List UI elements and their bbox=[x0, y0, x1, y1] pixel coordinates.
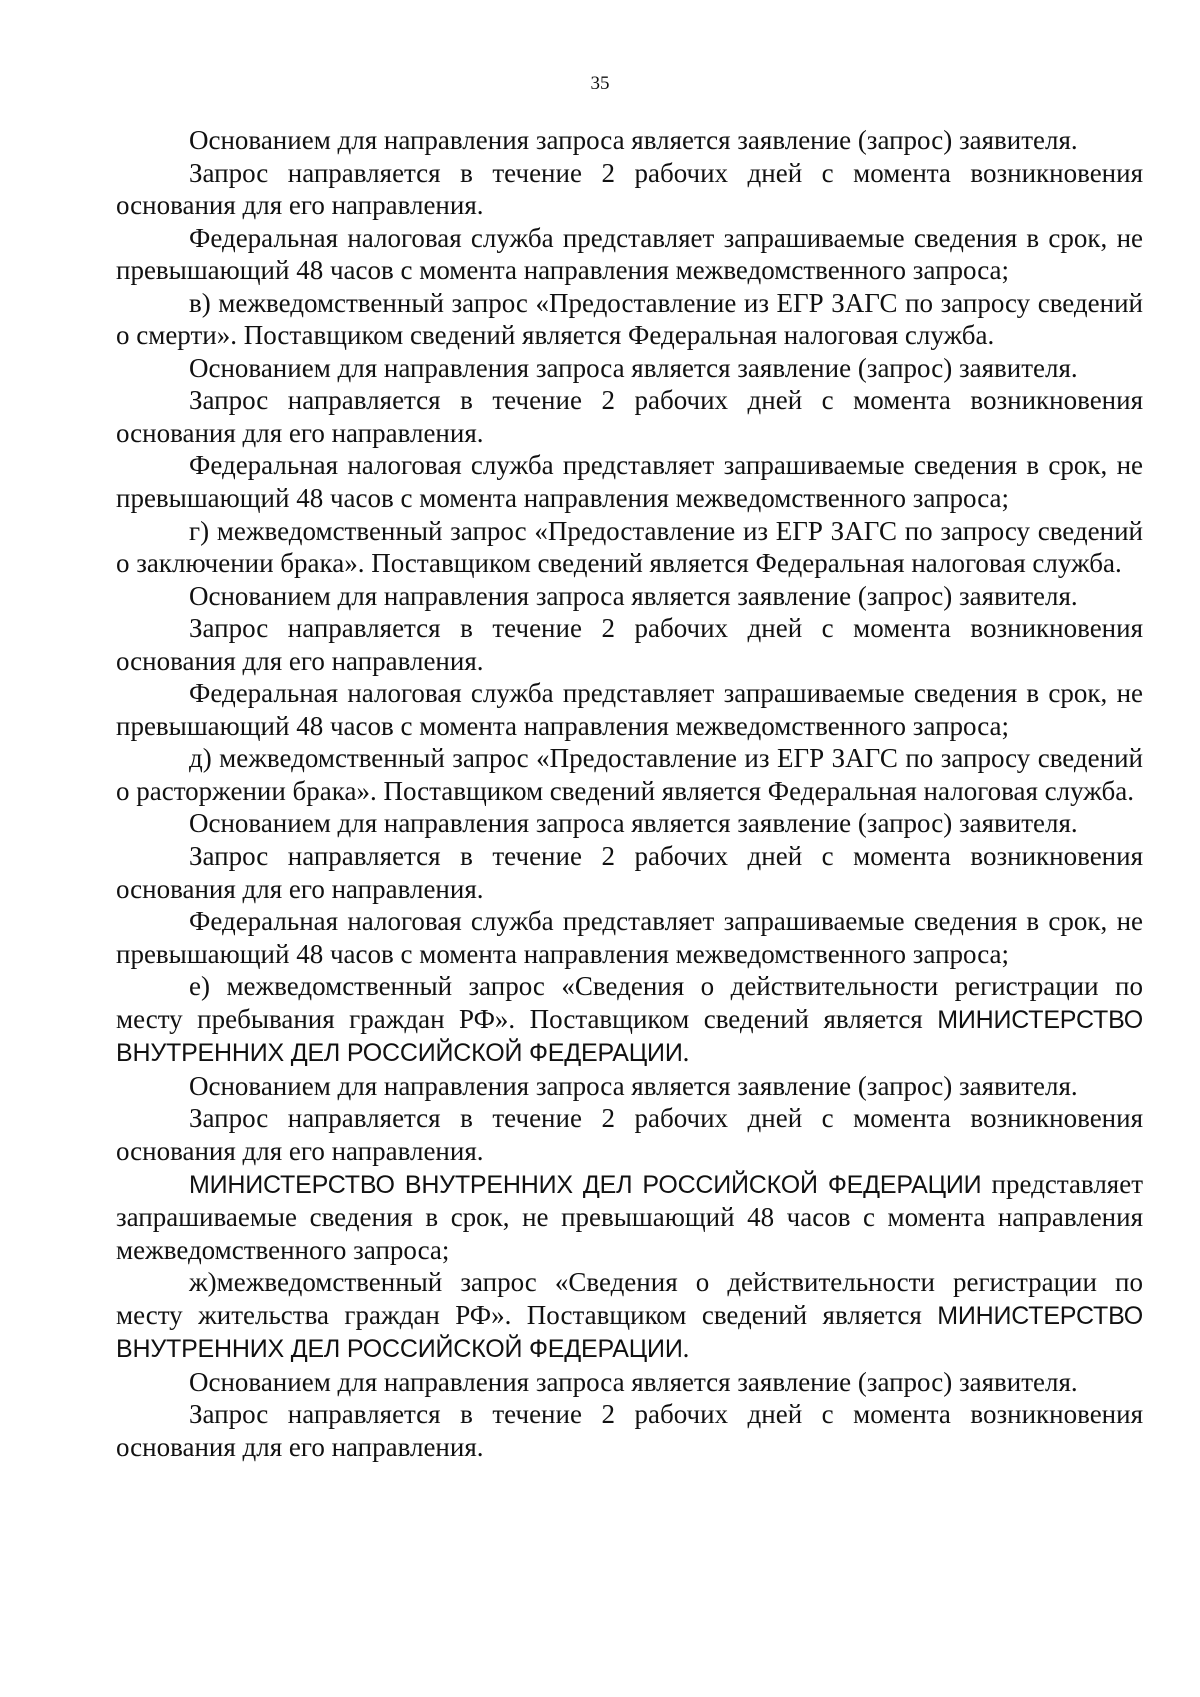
paragraph: Федеральная налоговая служба представляет запрашиваемые сведения в срок, не превышающий 48 часов с момента направления межведомственного запроса; bbox=[116, 678, 1143, 741]
paragraph: Основанием для направления запроса является заявление (запрос) заявителя. bbox=[189, 352, 1078, 383]
paragraph: Основанием для направления запроса является заявление (запрос) заявителя. bbox=[189, 580, 1078, 611]
paragraph: Федеральная налоговая служба представляет запрашиваемые сведения в срок, не превышающий 48 часов с момента направления межведомственного запроса; bbox=[116, 906, 1143, 969]
page-number: 35 bbox=[590, 73, 610, 94]
paragraph: Запрос направляется в течение 2 рабочих дней с момента возникновения основания для его направления. bbox=[116, 385, 1143, 448]
paragraph-item-e bbox=[116, 970, 1143, 1070]
paragraph-mvd bbox=[116, 1168, 1143, 1267]
organization-name: МИНИСТЕРСТВО ВНУТРЕННИХ ДЕЛ РОССИЙСКОЙ ФЕДЕРАЦИИ bbox=[189, 1170, 982, 1199]
paragraph-text: ж)межведомственный запрос «Сведения о действительности регистрации по месту жительства граждан РФ». Поставщиком сведений является bbox=[116, 1267, 1143, 1330]
paragraph-item-g: г) межведомственный запрос «Предоставление из ЕГР ЗАГС по запросу сведений о заключении брака». Поставщиком сведений является Федеральная налоговая служба. bbox=[116, 515, 1143, 579]
paragraph: Запрос направляется в течение 2 рабочих дней с момента возникновения основания для его направления. bbox=[116, 1103, 1143, 1166]
paragraph: Запрос направляется в течение 2 рабочих дней с момента возникновения основания для его направления. bbox=[116, 157, 1143, 221]
organization-name: МИНИСТЕРСТВО ВНУТРЕННИХ ДЕЛ РОССИЙСКОЙ ФЕДЕРАЦИИ bbox=[116, 1301, 1143, 1364]
paragraph-end: . bbox=[682, 1037, 690, 1068]
paragraph: Запрос направляется в течение 2 рабочих дней с момента возникновения основания для его направления. bbox=[116, 613, 1143, 676]
paragraph: Основанием для направления запроса является заявление (запрос) заявителя. bbox=[189, 1366, 1078, 1397]
paragraph: Основанием для направления запроса является заявление (запрос) заявителя. bbox=[189, 808, 1078, 839]
paragraph-text: представляет запрашиваемые сведения в срок, не превышающий 48 часов с момента направления межведомственного запроса; bbox=[116, 1168, 1143, 1265]
document-body bbox=[116, 124, 1143, 1463]
paragraph-item-d: д) межведомственный запрос «Предоставление из ЕГР ЗАГС по запросу сведений о расторжении брака». Поставщиком сведений является Федеральная налоговая служба. bbox=[116, 743, 1143, 806]
paragraph: Федеральная налоговая служба представляет запрашиваемые сведения в срок, не превышающий 48 часов с момента направления межведомственного запроса; bbox=[116, 450, 1143, 514]
paragraph: Запрос направляется в течение 2 рабочих дней с момента возникновения основания для его направления. bbox=[116, 841, 1143, 904]
paragraph: Основанием для направления запроса является заявление (запрос) заявителя. bbox=[189, 125, 1078, 155]
paragraph-end: . bbox=[682, 1333, 690, 1364]
paragraph: Основанием для направления запроса является заявление (запрос) заявителя. bbox=[189, 1070, 1078, 1101]
paragraph-text: е) межведомственный запрос «Сведения о действительности регистрации по месту пребывания граждан РФ». Поставщиком сведений является bbox=[116, 971, 1143, 1034]
organization-name: МИНИСТЕРСТВО ВНУТРЕННИХ ДЕЛ РОССИЙСКОЙ ФЕДЕРАЦИИ bbox=[116, 1005, 1143, 1068]
paragraph-item-v: в) межведомственный запрос «Предоставление из ЕГР ЗАГС по запросу сведений о смерти». Поставщиком сведений является Федеральная налоговая служба. bbox=[116, 287, 1143, 351]
paragraph: Федеральная налоговая служба представляет запрашиваемые сведения в срок, не превышающий 48 часов с момента направления межведомственного запроса; bbox=[116, 222, 1143, 286]
paragraph-item-zh bbox=[116, 1266, 1143, 1366]
paragraph: Запрос направляется в течение 2 рабочих дней с момента возникновения основания для его направления. bbox=[116, 1399, 1143, 1462]
